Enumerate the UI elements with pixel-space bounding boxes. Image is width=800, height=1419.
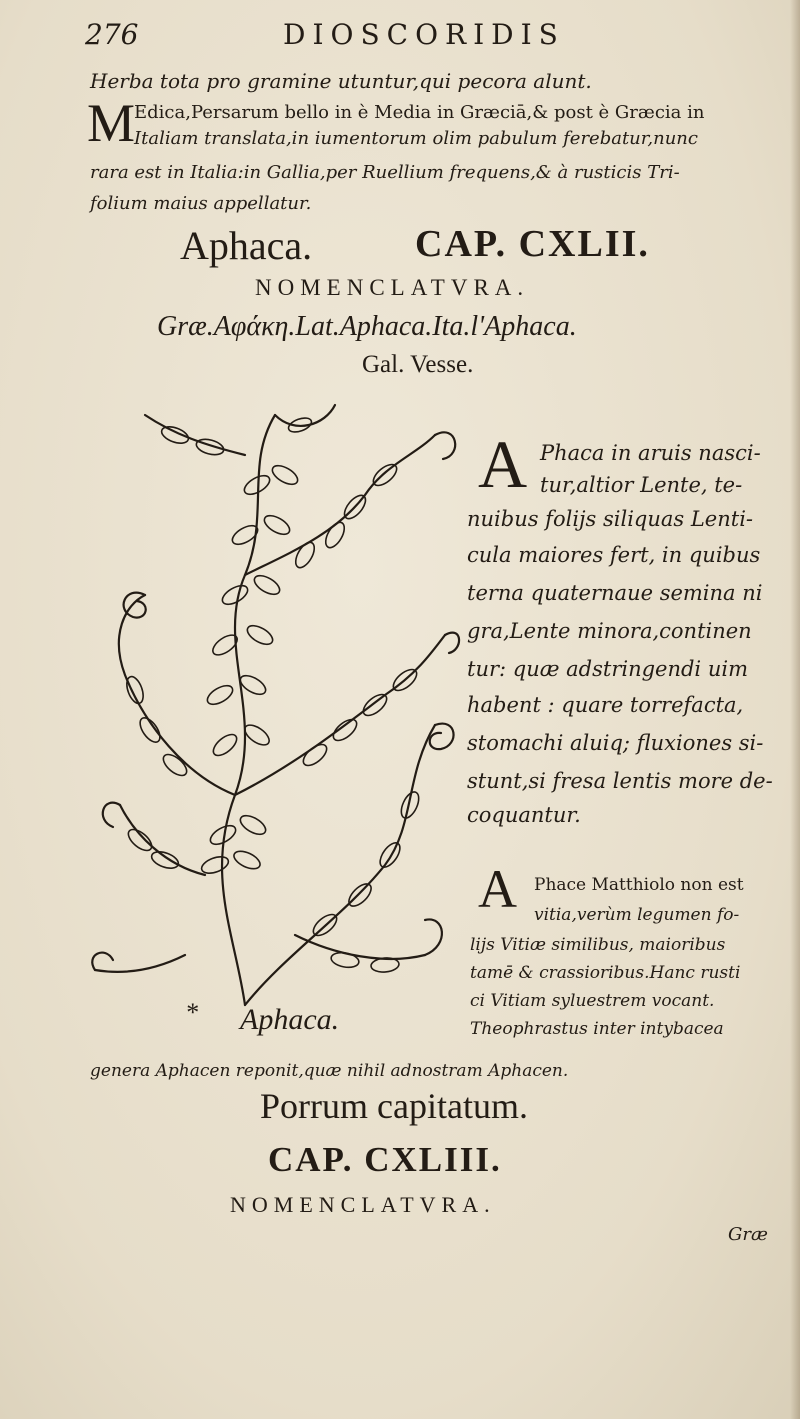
body-142-line-2: tur,altior Lente, te- xyxy=(540,473,743,497)
body-142-dropcap: A xyxy=(478,426,528,502)
intro-line-2: Edica,Persarum bello in è Media in Græciā,& post è Græcia in xyxy=(134,102,705,123)
chapter-142-nomenclatura: NOMENCLATVRA. xyxy=(255,275,530,300)
running-header xyxy=(85,14,705,54)
body-142-line-8: habent : quare torrefacta, xyxy=(467,693,744,717)
intro-line-4: rara est in Italia:in Gallia,per Ruellium frequens,& à rusticis Tri- xyxy=(90,162,680,183)
annotation-line-1: Phace Matthiolo non est xyxy=(534,875,744,895)
figure-asterisk: * xyxy=(185,998,198,1027)
figure-caption: Aphaca. xyxy=(240,1003,340,1036)
body-142-line-10: stunt,si fresa lentis more de- xyxy=(467,769,773,793)
chapter-142-name: Aphaca. xyxy=(180,223,313,268)
body-142-line-11: coquantur. xyxy=(467,803,581,827)
body-142-line-7: tur: quæ adstringendi uim xyxy=(467,657,748,681)
page-number: 276 xyxy=(85,18,139,51)
annotation-line-4: tamē & crassioribus.Hanc rusti xyxy=(470,963,741,983)
annotation-line-2: vitia,verùm legumen fo- xyxy=(534,905,740,925)
annotation-dropcap: A xyxy=(478,859,517,919)
intro-dropcap: M xyxy=(87,93,136,153)
body-142-line-6: gra,Lente minora,continen xyxy=(467,619,752,643)
catchword: Græ xyxy=(728,1224,768,1245)
annotation-line-3: lijs Vitiæ similibus, maioribus xyxy=(470,935,726,955)
annotation-full-line: genera Aphacen reponit,quæ nihil adnostram Aphacen. xyxy=(90,1061,569,1081)
aphaca-plant-illustration xyxy=(85,395,465,1010)
chapter-142-number: CAP. CXLII. xyxy=(415,223,650,265)
annotation-line-5: ci Vitiam syluestrem vocant. xyxy=(470,991,715,1011)
intro-line-1: Herba tota pro gramine utuntur,qui pecora alunt. xyxy=(90,69,592,93)
intro-line-5: folium maius appellatur. xyxy=(90,193,312,214)
chapter-142-gallic-name: Gal. Vesse. xyxy=(362,351,474,378)
chapter-143-name: Porrum capitatum. xyxy=(260,1086,528,1126)
running-head-title: DIOSCORIDIS xyxy=(283,18,565,51)
body-142-line-5: terna quaternaue semina ni xyxy=(467,581,763,605)
intro-line-3: Italiam translata,in iumentorum olim pabulum ferebatur,nunc xyxy=(134,128,698,149)
chapter-143-nomenclatura: NOMENCLATVRA. xyxy=(230,1192,496,1217)
annotation-line-6: Theophrastus inter intybacea xyxy=(470,1019,724,1039)
body-142-line-4: cula maiores fert, in quibus xyxy=(467,543,761,567)
chapter-142-names: Græ.Αφάκη.Lat.Aphaca.Ita.l'Aphaca. xyxy=(157,311,577,342)
page-edge-shadow xyxy=(790,0,800,1419)
body-142-line-9: stomachi aluiq; fluxiones si- xyxy=(467,731,764,755)
body-142-line-1: Phaca in aruis nasci- xyxy=(540,441,761,465)
chapter-143-number: CAP. CXLIII. xyxy=(268,1140,502,1179)
body-142-line-3: nuibus folijs siliquas Lenti- xyxy=(467,507,754,531)
